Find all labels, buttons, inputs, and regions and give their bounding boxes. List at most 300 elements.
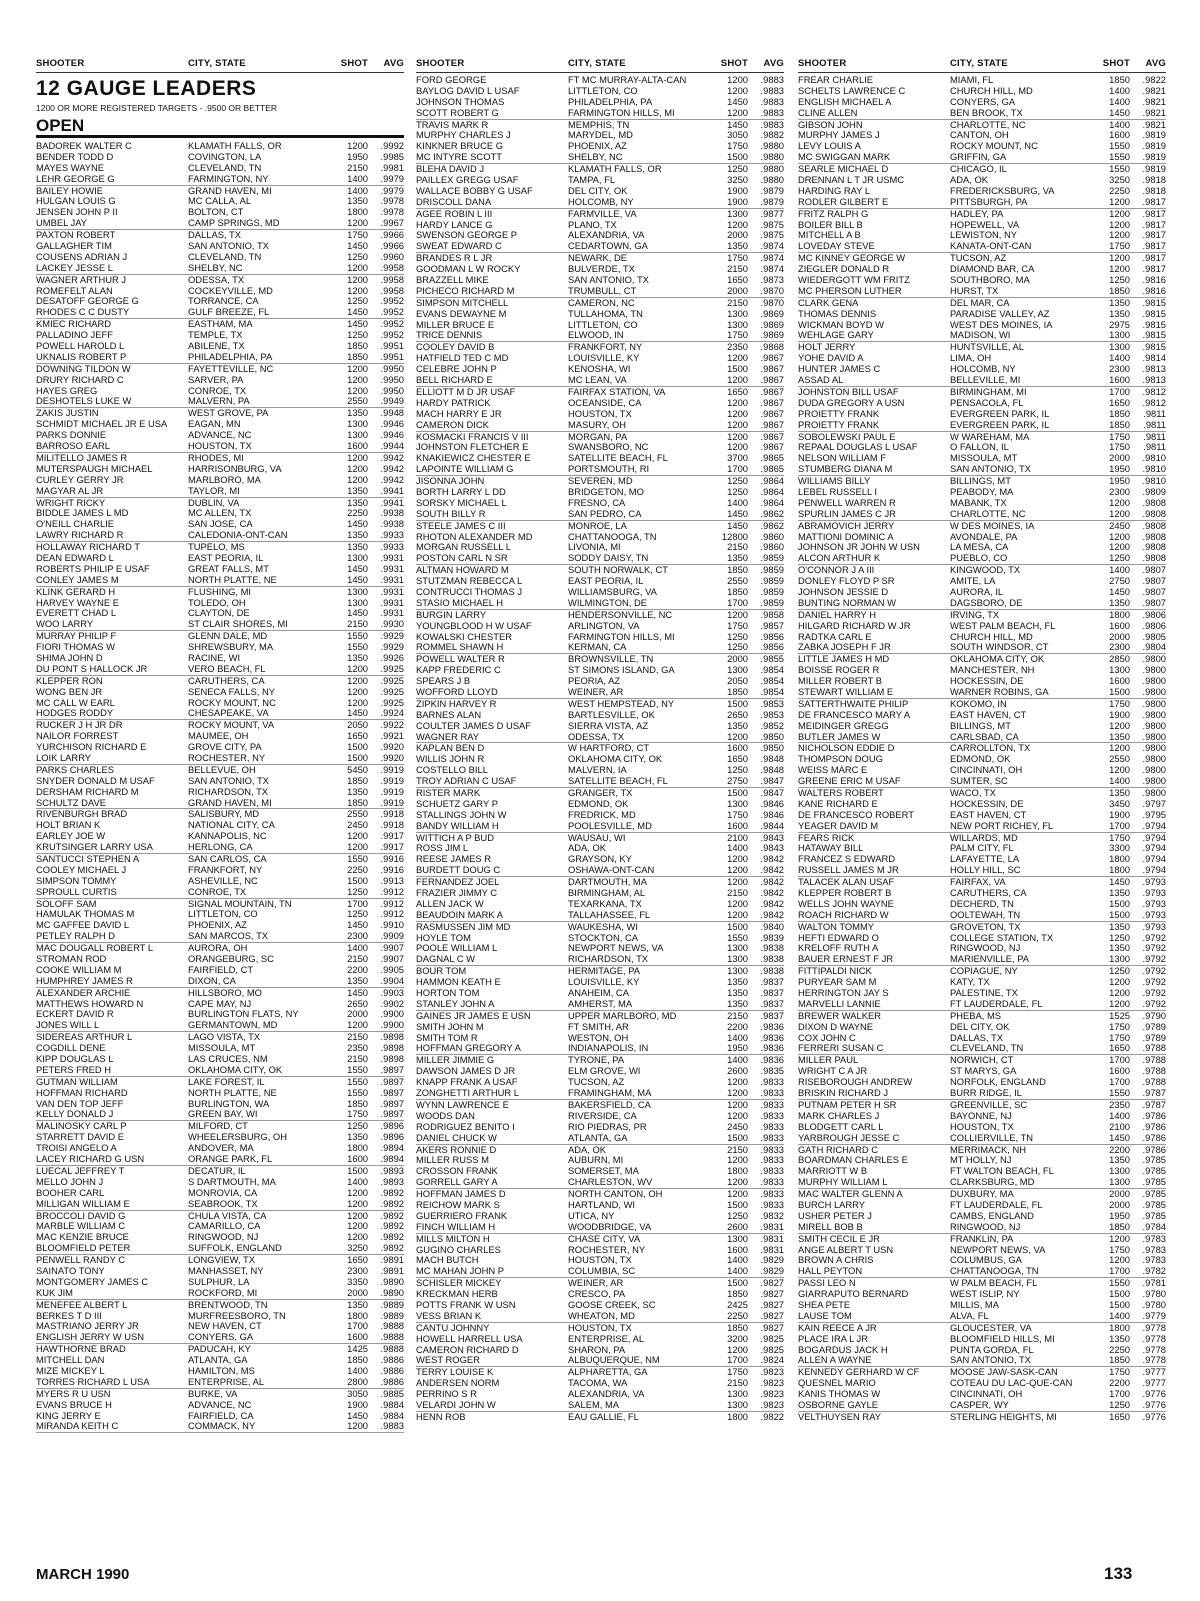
shot-count: 1350 [347,485,368,496]
average: .9951 [380,341,404,352]
table-row [798,565,1166,576]
shooter-city: KINGWOOD, TX [950,565,1021,576]
table-row [36,787,404,798]
shooter-name: JISONNA JOHN [416,476,485,487]
shooter-name: DRURY RICHARD C [36,374,124,385]
header-shot: SHOT [1102,58,1130,69]
shot-count: 1200 [347,262,368,273]
shooter-city: DARTMOUTH, MA [568,877,647,888]
shooter-name: MAC WALTER GLENN A [798,1189,903,1200]
shot-count: 1350 [1109,921,1130,932]
table-row [36,1065,404,1077]
table-row [416,765,784,776]
average: .9831 [760,1221,784,1232]
shooter-name: COOLEY DAVID B [416,342,495,353]
table-row [416,721,784,732]
average: .9785 [1142,1166,1166,1177]
shot-count: 1350 [347,196,368,207]
shot-count: 1900 [727,196,748,207]
table-row [416,487,784,498]
table-row [798,298,1166,309]
shooter-city: CHARLOTTE, NC [950,119,1026,130]
shot-count: 1500 [1109,1299,1130,1310]
shooter-city: W DES MOINES, IA [950,520,1035,531]
average: .9907 [380,943,404,954]
shooter-city: ORANGE PARK, FL [188,1154,273,1165]
shooter-name: SCHUETZ GARY P [416,798,498,809]
shooter-name: TRICE DENNIS [416,330,483,341]
average: .9833 [760,1099,784,1110]
shooter-city: ANAHEIM, CA [568,988,629,999]
shooter-name: O'NEILL CHARLIE [36,519,115,530]
shot-count: 2150 [727,297,748,308]
shooter-city: DECHERD, TN [950,898,1014,909]
shooter-city: COVINGTON, LA [188,151,262,162]
table-row [798,542,1166,553]
shot-count: 1200 [727,1110,748,1121]
average: .9778 [1142,1355,1166,1366]
average: .9883 [380,1421,404,1432]
shooter-city: ROCKFORD, MI [188,1287,258,1298]
shooter-city: IRVING, TX [950,609,1000,620]
average: .9839 [760,932,784,943]
table-row [798,1378,1166,1389]
average: .9916 [380,854,404,864]
average: .9869 [760,330,784,341]
shooter-city: CAMARILLO, CA [188,1221,261,1232]
shooter-name: MAC DOUGALL ROBERT L [36,943,154,954]
average: .9800 [1142,788,1166,798]
average: .9981 [380,162,404,173]
shooter-name: SCHULTZ DAVE [36,797,106,808]
table-row [416,776,784,788]
shot-count: 1200 [1109,531,1130,542]
shot-count: 1800 [1109,1322,1130,1333]
average: .9800 [1142,754,1166,765]
shot-count: 1500 [347,1165,368,1176]
shooter-city: AMITE, LA [950,576,996,587]
table-row [416,966,784,977]
shot-count: 2300 [1109,486,1130,497]
average: .9833 [760,1199,784,1210]
table-row [798,1278,1166,1289]
shooter-name: SHIMA JOHN D [36,652,103,663]
average: .9837 [760,977,784,988]
shooter-city: CLEVELAND, TN [950,1043,1024,1054]
shot-count: 1350 [1109,788,1130,798]
table-row [798,933,1166,944]
shot-count: 1200 [1109,743,1130,754]
table-row [798,152,1166,164]
table-row [416,843,784,854]
shooter-city: CLEVELAND, TN [188,162,262,173]
average: .9912 [380,886,404,897]
shot-count: 1600 [1109,620,1130,631]
shooter-name: TROY ADRIAN C USAF [416,776,517,787]
shot-count: 1250 [727,164,748,175]
shooter-name: BOUR TOM [416,966,467,977]
shot-count: 1450 [347,563,368,574]
shooter-city: SOMERSET, MA [568,1166,639,1177]
table-row [798,699,1166,710]
table-row [416,375,784,387]
table-row [36,1121,404,1132]
shooter-list [416,75,784,1423]
shot-count: 1400 [347,173,368,184]
shooter-city: FT SMITH, AR [568,1021,629,1032]
table-row [798,1022,1166,1033]
shot-count: 2450 [727,1121,748,1132]
shooter-city: DECATUR, IL [188,1165,246,1176]
shot-count: 1850 [347,797,368,808]
shot-count: 1500 [727,1132,748,1143]
table-row [36,1243,404,1255]
shooter-city: LITTLETON, CO [568,319,638,330]
shot-count: 1550 [1109,1278,1130,1289]
shot-count: 2150 [727,1378,748,1389]
shooter-city: GERMANTOWN, MD [188,1020,278,1031]
average: .9831 [760,1244,784,1255]
shooter-name: HOYLE TOM [416,932,471,943]
shooter-name: POWELL HAROLD L [36,341,125,352]
table-row [36,708,404,720]
shooter-name: MC PHERSON LUTHER [798,285,902,296]
average: .9913 [380,875,404,886]
shooter-city: AUBURN, MI [568,1155,624,1166]
average: .9944 [380,441,404,452]
average: .9985 [380,151,404,162]
header-city: CITY, STATE [950,58,1008,69]
shot-count: 1250 [1109,553,1130,564]
table-row [416,1255,784,1266]
shooter-city: S DARTMOUTH, MA [188,1176,276,1187]
shooter-name: ABRAMOVICH JERRY [798,520,895,531]
table-row [798,420,1166,432]
shooter-name: EVANS BRUCE H [36,1399,112,1410]
shot-count: 2000 [727,654,748,665]
shooter-name: PAILLEX GREGG USAF [416,175,519,186]
shooter-name: POTTS FRANK W USN [416,1299,516,1310]
average: .9778 [1142,1333,1166,1344]
shot-count: 1700 [727,1355,748,1366]
shot-count: 1450 [1109,107,1130,118]
shooter-city: ST MARYS, GA [950,1066,1017,1077]
average: .9892 [380,1210,404,1221]
table-row [798,387,1166,398]
shooter-city: NEW HAVEN, CT [188,1321,262,1332]
shooter-name: SATTERTHWAITE PHILIP [798,698,909,709]
shooter-name: WEHLAGE GARY [798,330,874,341]
average: .9832 [760,1210,784,1221]
shooter-name: HALL PEYTON [798,1266,863,1277]
average: .9782 [1142,1266,1166,1277]
shooter-city: MALVERN, IA [568,765,627,776]
shot-count: 2000 [727,285,748,296]
table-row [798,865,1166,877]
shooter-name: MARRIOTT W B [798,1166,868,1177]
table-row [798,309,1166,320]
shooter-city: DUBLIN, VA [188,497,240,508]
average: .9952 [380,307,404,318]
header-shooter: SHOOTER [36,58,85,69]
shooter-city: BURR RIDGE, IL [950,1088,1022,1099]
shooter-city: BAKERSFIELD, CA [568,1099,651,1110]
shooter-name: PARKS DONNIE [36,430,107,441]
shooter-city: WEST ISLIP, NY [950,1289,1020,1300]
shooter-name: VELARDI JOHN W [416,1399,496,1410]
shooter-name: BEAUDOIN MARK A [416,909,503,920]
table-row [798,1367,1166,1378]
shot-count: 1250 [727,1210,748,1221]
shooter-city: TORRANCE, CA [188,296,259,307]
shooter-name: ALCON ARTHUR K [798,553,881,564]
table-row [36,842,404,854]
average: .9900 [380,1020,404,1031]
shooter-city: ARLINGTON, VA [568,620,640,631]
shooter-name: ZAKIS JUSTIN [36,408,99,419]
shot-count: 1200 [1109,219,1130,230]
shooter-city: ADA, OK [568,843,607,854]
shot-count: 3250 [347,1243,368,1254]
shooter-city: COLLEGE STATION, TX [950,932,1054,943]
average: .9891 [380,1265,404,1276]
shooter-city: UTICA, NY [568,1210,615,1221]
table-row [798,130,1166,141]
average: .9822 [1142,75,1166,85]
average: .9864 [760,476,784,487]
table-row [36,1344,404,1355]
shooter-city: WACO, TX [950,788,996,798]
average: .9892 [380,1198,404,1209]
shooter-name: FERNANDEZ JOEL [416,877,500,888]
shot-count: 1200 [727,1088,748,1099]
shooter-name: CELEBRE JOHN P [416,364,497,375]
shooter-name: EVANS DEWAYNE M [416,308,507,319]
average: .9833 [760,1121,784,1132]
table-row [798,1345,1166,1356]
table-row [36,575,404,587]
shooter-city: ADA, OK [568,1144,607,1155]
shot-count: 1550 [1109,141,1130,152]
table-row [36,1054,404,1065]
shooter-name: CURLEY GERRY JR [36,474,124,485]
average: .9898 [380,1032,404,1043]
shooter-name: MARK CHARLES J [798,1110,880,1121]
average: .9784 [1142,1221,1166,1232]
shooter-name: KNAKIEWICZ CHESTER E [416,453,531,464]
shot-count: 1850 [727,686,748,697]
table-row [798,1300,1166,1311]
shooter-city: CARUTHERS, CA [950,888,1027,899]
shooter-name: ECKERT DAVID R [36,1009,114,1020]
shooter-name: SCHISLER MICKEY [416,1278,502,1289]
table-row [36,375,404,386]
table-row [798,1066,1166,1077]
table-row [416,230,784,241]
shooter-city: ODESSA, TX [568,731,625,742]
average: .9967 [380,218,404,229]
shooter-city: ABILENE, TX [188,341,245,352]
shooter-city: KENOSHA, WI [568,364,631,375]
shooter-name: PICHECO RICHARD M [416,285,515,296]
shooter-name: ROACH RICHARD W [798,909,889,920]
shooter-name: AKERS RONNIE D [416,1144,497,1155]
shooter-name: FRITZ RALPH G [798,208,869,219]
average: .9792 [1142,966,1166,977]
table-row [416,1345,784,1356]
average: .9817 [1142,264,1166,275]
shooter-city: FRANKFORT, NY [568,342,643,353]
table-row [416,1200,784,1211]
shot-count: 1850 [1109,419,1130,430]
average: .9958 [380,274,404,285]
average: .9793 [1142,898,1166,909]
shot-count: 1200 [347,1221,368,1232]
shooter-name: ALLEN A WAYNE [798,1355,872,1366]
table-row [416,464,784,476]
average: .9817 [1142,241,1166,252]
shot-count: 1350 [1109,297,1130,308]
average: .9946 [380,430,404,441]
average: .9777 [1142,1367,1166,1378]
average: .9941 [380,485,404,496]
table-row [416,1155,784,1166]
shot-count: 3450 [1109,798,1130,809]
average: .9859 [760,597,784,608]
average: .9952 [380,296,404,307]
average: .9888 [380,1321,404,1332]
shooter-name: SOUTH BILLY R [416,508,486,519]
table-row [416,553,784,565]
shooter-city: COMMACK, NY [188,1421,256,1432]
table-row [798,75,1166,86]
shot-count: 1750 [1109,241,1130,252]
table-row [36,1088,404,1099]
shooter-city: HOCKESSIN, DE [950,676,1024,687]
shooter-name: YEAGER DAVID M [798,820,879,831]
table-row [416,1266,784,1278]
shooter-name: HARDING RAY L [798,185,871,196]
shooter-city: NORTH CANTON, OH [568,1189,663,1200]
shot-count: 2550 [347,809,368,820]
shot-count: 2300 [347,931,368,942]
table-row [798,353,1166,364]
shooter-name: STANLEY JOHN A [416,998,495,1009]
shooter-city: AMHERST, MA [568,998,633,1009]
shooter-name: HOWELL HARRELL USA [416,1333,523,1344]
shooter-city: BRIDGETON, MO [568,486,644,497]
shooter-name: MIRANDA KEITH C [36,1421,119,1432]
shooter-city: SULPHUR, LA [188,1276,250,1287]
shooter-name: ZIPKIN HARVEY R [416,698,497,709]
table-row [36,252,404,263]
average: .9926 [380,652,404,663]
shooter-name: STALLINGS JOHN W [416,809,507,820]
average: .9843 [760,832,784,843]
shooter-city: SAN JOSE, CA [188,519,253,530]
shooter-city: RACINE, WI [188,652,241,663]
average: .9966 [380,230,404,241]
table-row [798,164,1166,175]
shooter-name: OSBORNE GAYLE [798,1399,879,1410]
table-row [416,298,784,309]
shooter-city: CAMERON, NC [568,297,635,308]
table-row [416,888,784,899]
average: .9842 [760,888,784,899]
shot-count: 1400 [347,1365,368,1376]
shooter-name: MILLER RUSS M [416,1155,489,1166]
shot-count: 1350 [727,720,748,731]
average: .9865 [760,453,784,464]
average: .9810 [1142,453,1166,464]
shot-count: 1200 [727,75,748,85]
shooter-city: KATY, TX [950,977,990,988]
average: .9827 [760,1322,784,1333]
shooter-name: AGEE ROBIN L III [416,208,493,219]
average: .9800 [1142,776,1166,787]
shooter-city: NORFOLK, ENGLAND [950,1077,1046,1088]
shooter-name: PROIETTY FRANK [798,408,880,419]
table-row [36,1188,404,1199]
shooter-city: MASURY, OH [568,419,627,430]
shooter-name: SPURLIN JAMES C JR [798,508,896,519]
shooter-city: TUPELO, MS [188,542,245,553]
average: .9894 [380,1143,404,1154]
shooter-name: KAIN REECE A JR [798,1322,877,1333]
table-row [36,865,404,876]
shooter-name: PERRINO S R [416,1389,477,1400]
shooter-name: NAILOR FORREST [36,731,119,742]
table-row [416,330,784,342]
shot-count: 1750 [1109,1032,1130,1043]
shooter-city: BELLEVILLE, MI [950,375,1021,386]
shooter-city: PHILADELPHIA, PA [188,351,273,362]
shooter-city: PUNTA GORDA, FL [950,1344,1034,1355]
shooter-city: GROVE CITY, PA [188,742,262,753]
shooter-city: TUCSON, AZ [950,253,1007,264]
average: .9877 [760,208,784,219]
shot-count: 1450 [347,987,368,998]
table-row [416,665,784,676]
shot-count: 1400 [727,1055,748,1066]
table-row [416,1222,784,1234]
shooter-city: MC ALLEN, TX [188,508,252,519]
shooter-city: BAYONNE, NJ [950,1110,1012,1121]
shooter-name: MELLO JOHN J [36,1176,104,1187]
table-row [416,754,784,765]
shooter-city: UPPER MARLBORO, MD [568,1010,677,1021]
shooter-name: KRUTSINGER LARRY USA [36,842,153,853]
table-row [416,1355,784,1367]
average: .9883 [760,85,784,96]
shot-count: 1300 [1109,330,1130,341]
shot-count: 1500 [727,921,748,932]
average: .9931 [380,597,404,608]
average: .9897 [380,1076,404,1087]
average: .9883 [760,75,784,85]
shooter-name: BUNTING NORMAN W [798,597,896,608]
shooter-name: WILLIAMS BILLY [798,476,871,487]
shot-count: 2150 [727,888,748,899]
table-row [798,1155,1166,1166]
shot-count: 1400 [347,185,368,196]
shooter-name: YURCHISON RICHARD E [36,742,147,753]
table-row [798,1189,1166,1200]
shooter-city: SATELLITE BEACH, FL [568,776,668,787]
average: .9892 [380,1187,404,1198]
shooter-city: LONGVIEW, TX [188,1255,256,1266]
shot-count: 1400 [1109,776,1130,787]
